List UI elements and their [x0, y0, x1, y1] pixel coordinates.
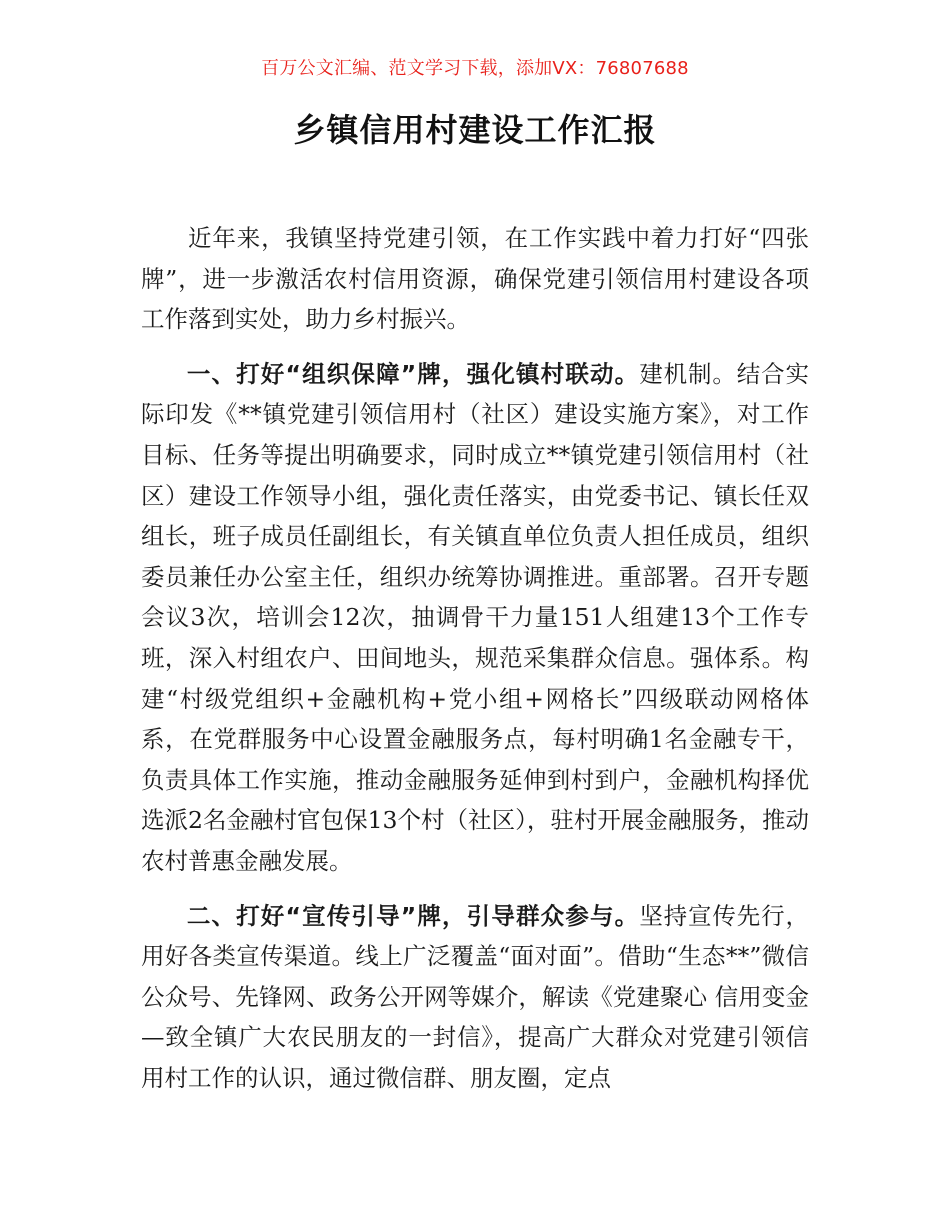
section-text-1: 建机制。结合实际印发《**镇党建引领信用村（社区）建设实施方案》，对工作目标、任务等提出明确要求，同时成立**镇党建引领信用村（社区）建设工作领导小组，强化责任落实，由党委书记、镇长任双组长，班子成员任副组长，有关镇直单位负责人担任成员，组织委员兼任办公室主任，组织办统筹协调推进。重部署。召开专题会议3次，培训会12次，抽调骨干力量151人组建13个工作专班，深入村组农户、田间地头，规范采集群众信息。强体系。构建“村级党组织+金融机构+党小组+网格长”四级联动网格体系，在党群服务中心设置金融服务点，每村明确1名金融专干，负责具体工作实施，推动金融服务延伸到村到户，金融机构择优选派2名金融村官包保13个村（社区），驻村开展金融服务，推动农村普惠金融发展。	[141, 359, 809, 875]
section-heading-1: 一、打好“组织保障”牌，强化镇村联动。	[186, 359, 640, 388]
section-paragraph-2	[141, 896, 809, 1099]
section-text-2: 坚持宣传先行，用好各类宣传渠道。线上广泛覆盖“面对面”。借助“生态**”微信公众号、先锋网、政务公开网等媒介，解读《党建聚心 信用变金—致全镇广大农民朋友的一封信》，提高广大群众对党建引领信用村工作的认识，通过微信群、朋友圈，定点	[141, 901, 809, 1092]
watermark-header: 百万公文汇编、范文学习下载，添加VX：76807688	[261, 58, 689, 79]
section-heading-2: 二、打好“宣传引导”牌，引导群众参与。	[186, 901, 640, 930]
section-paragraph-1	[141, 354, 809, 882]
document-body	[141, 218, 809, 1112]
page-title: 乡镇信用村建设工作汇报	[293, 111, 657, 149]
intro-paragraph: 近年来，我镇坚持党建引领，在工作实践中着力打好“四张牌”，进一步激活农村信用资源，确保党建引领信用村建设各项工作落到实处，助力乡村振兴。	[141, 224, 809, 334]
